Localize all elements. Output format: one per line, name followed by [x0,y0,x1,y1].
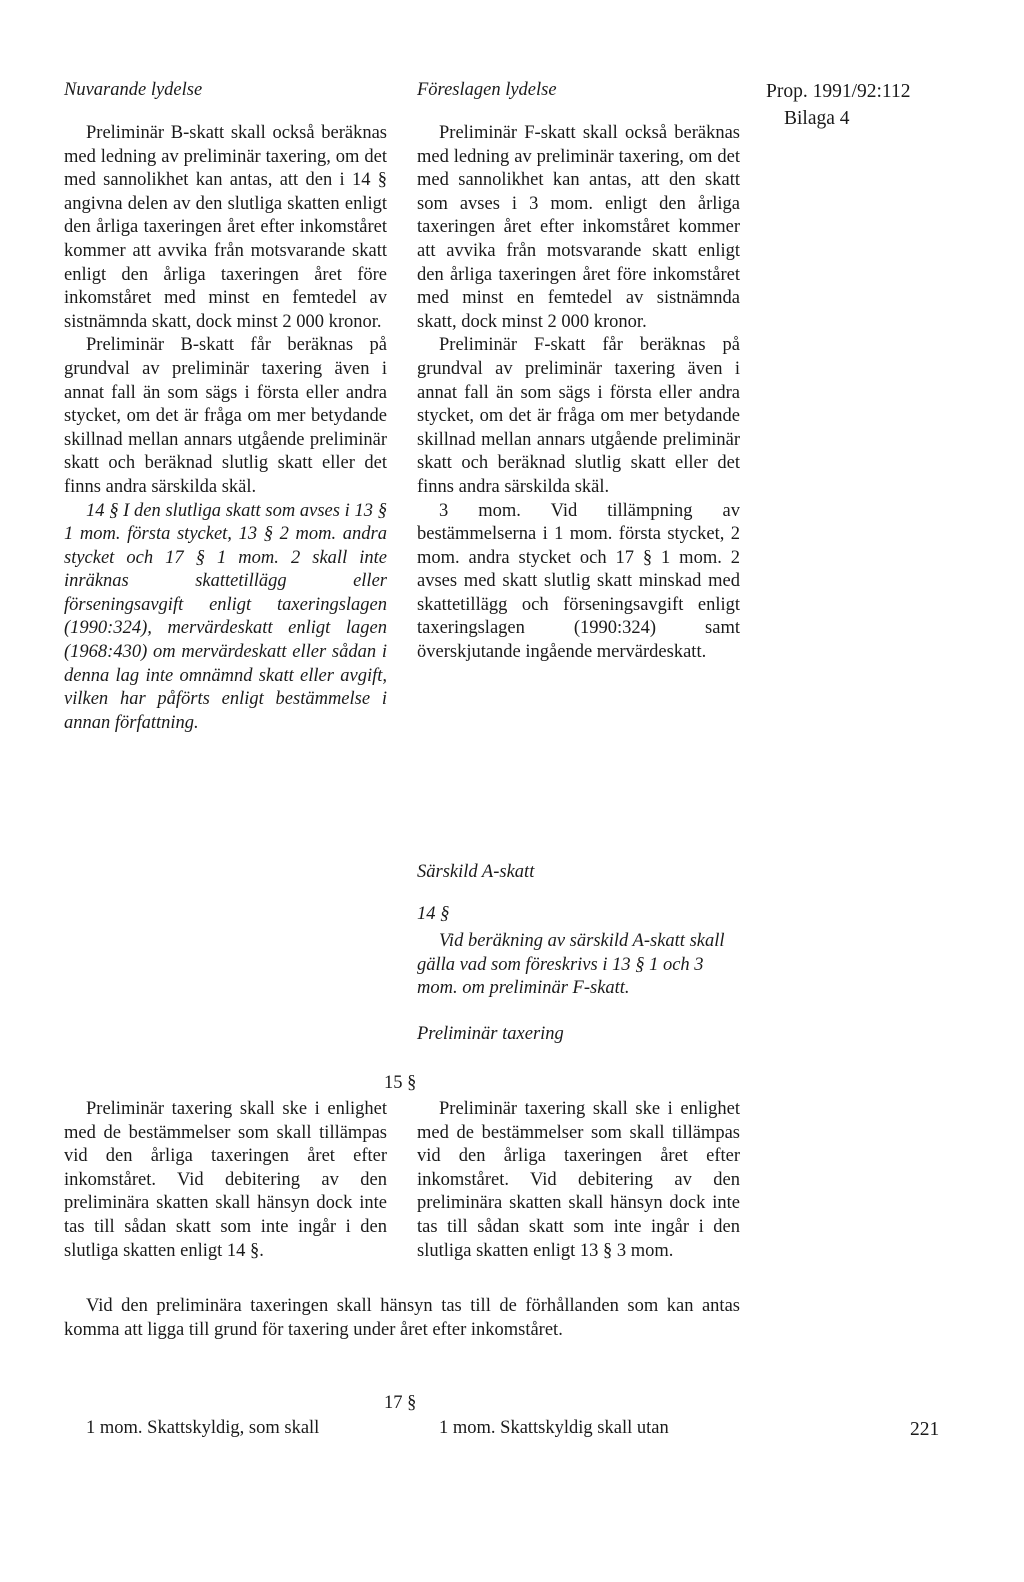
section-15-right [417,1098,740,1263]
section-15-number: 15 § [384,1073,417,1093]
section-17-number: 17 § [384,1393,417,1413]
page-number: 221 [910,1419,940,1440]
heading-special-a-tax: Särskild A-skatt [417,862,535,882]
section-14-number: 14 § [417,904,450,924]
left-paragraph-1: Preliminär B-skatt skall också beräknas med ledning av preliminär taxering, om det med sannolikhet kan antas, att den i 14 § angivna delen av den slutliga skatten enligt den årliga taxeringen året efter inkomståret kommer att avvika från motsvarande skatt enligt den årliga taxeringen året före inkomståret med minst en femtedel av sistnämnda skatt, dock minst 2 000 kronor. [64,123,387,332]
right-paragraph-3: 3 mom. Vid tillämpning av bestämmelserna i 1 mom. första stycket, 2 mom. andra stycket och 17 § 1 mom. 2 avses med skatt slutlig skatt minskad med skattetillägg och förseningsavgift enligt taxeringslagen (1990:324) samt överskjutande ingående mervärdeskatt. [417,500,740,663]
left-column [64,122,387,735]
section-17-right: 1 mom. Skattskyldig skall utan [439,1418,669,1438]
section-15-right-text: Preliminär taxering skall ske i enlighet med de bestämmelser som skall tillämpas vid den årliga taxeringen året efter inkomståret. Vid debitering av den preliminära skatten skall hänsyn dock inte tas till sådan skatt som inte ingår i den slutliga skatten enligt 13 § 3 mom. [417,1099,740,1261]
appendix-label: Bilaga 4 [784,108,850,129]
right-column [417,122,740,665]
section-15-shared-text: Vid den preliminära taxeringen skall hänsyn tas till de förhållanden som kan antas komma att ligga till grund för taxering under året efter inkomståret. [64,1296,740,1340]
left-paragraph-2: Preliminär B-skatt får beräknas på grundval av preliminär taxering även i annat fall än som sägs i första eller andra stycket, om det är fråga om mer betydande skillnad mellan annars utgående preliminär skatt och beräknad slutlig skatt eller det finns andra särskilda skäl. [64,335,387,497]
section-15-left [64,1098,387,1263]
proposition-number: Prop. 1991/92:112 [766,81,911,102]
header-current-wording: Nuvarande lydelse [64,80,203,100]
right-paragraph-1: Preliminär F-skatt skall också beräknas med ledning av preliminär taxering, om det med sannolikhet kan antas, att den skatt som avses i 3 mom. enligt den årliga taxeringen året efter inkomståret kommer att avvika från motsvarande skatt enligt den årliga taxeringen året före inkomståret med minst en femtedel av sistnämnda skatt, dock minst 2 000 kronor. [417,123,740,332]
header-proposed-wording: Föreslagen lydelse [417,80,557,100]
heading-preliminary-assessment: Preliminär taxering [417,1024,564,1044]
section-14-text: Vid beräkning av särskild A-skatt skall gälla vad som föreskrivs i 13 § 1 och 3 mom. om preliminär F-skatt. [417,931,725,999]
right-paragraph-2: Preliminär F-skatt får beräknas på grundval av preliminär taxering även i annat fall än som sägs i första eller andra stycket, om det är fråga om mer betydande skillnad mellan annars utgående preliminär skatt och beräknad slutlig skatt eller det finns andra särskilda skäl. [417,335,740,497]
section-17-left: 1 mom. Skattskyldig, som skall [86,1418,320,1438]
section-15-left-text: Preliminär taxering skall ske i enlighet med de bestämmelser som skall tillämpas vid den årliga taxeringen året efter inkomståret. Vid debitering av den preliminära skatten skall hänsyn dock inte tas till sådan skatt som inte ingår i den slutliga skatten enligt 14 §. [64,1099,387,1261]
left-paragraph-3: 14 § I den slutliga skatt som avses i 13 § 1 mom. första stycket, 13 § 2 mom. andra stycket och 17 § 1 mom. 2 skall inte inräknas skattetillägg eller förseningsavgift enligt taxeringslagen (1990:324), mervärdeskatt enligt lagen (1968:430) om mervärdeskatt eller sådan i denna lag inte omnämnd skatt eller avgift, vilken har påförts enligt bestämmelse i annan författning. [64,500,387,733]
